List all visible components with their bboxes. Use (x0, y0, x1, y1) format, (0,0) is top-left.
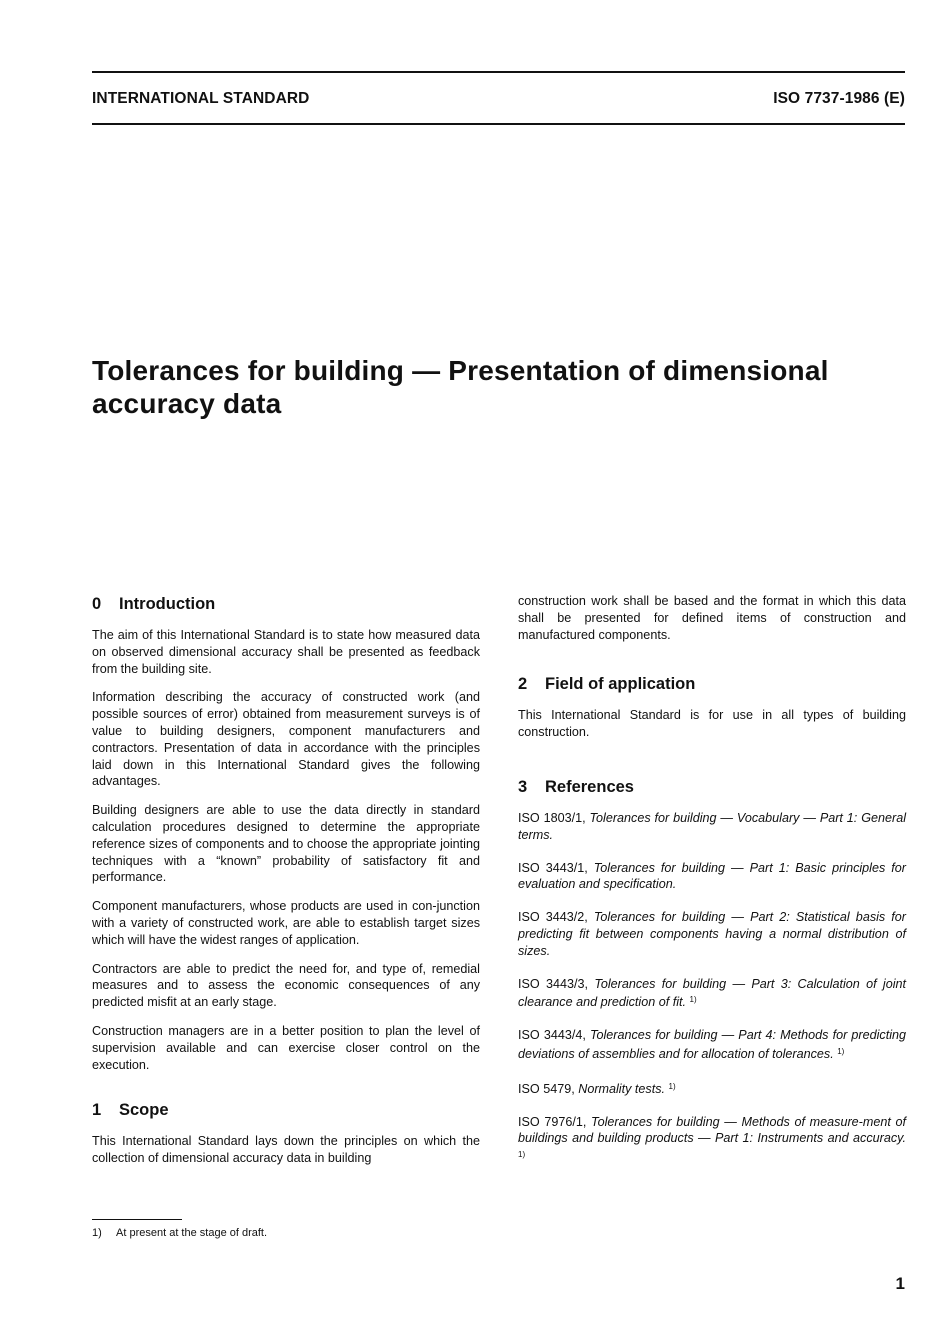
intro-paragraph-2: Information describing the accuracy of constructed work (and possible sources of error) obtained from measurement surveys is of value to building designers, component manufacturers and contractors. Presentation of data in accordance with the principles laid down in this International Standard gives the following advantages. (92, 690, 480, 789)
scope-paragraph-part-2: construction work shall be based and the format in which this data shall be presented for defined items of construction and manufactured components. (518, 594, 906, 642)
footnote-rule (92, 1219, 182, 1220)
reference-item (518, 1114, 906, 1166)
reference-code: ISO 3443/3, (518, 976, 589, 991)
section-number: 1 (92, 1101, 102, 1120)
left-column (92, 594, 480, 1179)
reference-code: ISO 3443/4, (518, 1028, 586, 1043)
reference-code: ISO 3443/2, (518, 910, 588, 925)
footnote-marker: 1) (689, 995, 697, 1005)
reference-item (518, 860, 906, 894)
reference-code: ISO 1803/1, (518, 810, 586, 825)
footnote-marker: 1) (518, 1150, 526, 1160)
section-title: Field of application (545, 675, 696, 694)
intro-paragraph-3: Building designers are able to use the data directly in standard calculation procedures designed to determine the appropriate reference sizes of components and to choose the appropriate jointing techniques with a “known” probability of satisfactory fit and performance. (92, 803, 480, 885)
intro-paragraph-6: Construction managers are in a better position to plan the level of supervision available and can exercise closer control on the execution. (92, 1023, 480, 1072)
footnote-text: At present at the stage of draft. (116, 1227, 268, 1239)
section-number: 2 (518, 675, 528, 694)
reference-title: Tolerances for building — Part 3: Calculation of joint clearance and prediction of fit. (518, 976, 906, 1010)
section-title: Introduction (119, 595, 216, 613)
reference-item (518, 810, 906, 844)
scope-paragraph-part-1: This International Standard lays down the principles on which the collection of dimensional accuracy data in building (92, 1134, 480, 1166)
reference-title: Normality tests. (578, 1081, 665, 1096)
section-heading-scope (92, 1100, 480, 1120)
document-type: INTERNATIONAL STANDARD (92, 90, 310, 107)
header-bottom-rule (92, 123, 905, 125)
right-column (518, 594, 906, 1182)
page-number: 1 (895, 1274, 905, 1293)
title-line-1: Tolerances for building — Presentation of dimensional (92, 355, 829, 386)
reference-code: ISO 3443/1, (518, 860, 588, 875)
intro-paragraph-1: The aim of this International Standard is to state how measured data on observed dimensional accuracy shall be presented as feedback from the building site. (92, 628, 480, 676)
footnote-marker: 1) (668, 1081, 676, 1091)
section-heading-references (518, 777, 906, 797)
section-number: 0 (92, 595, 102, 613)
reference-item (518, 909, 906, 959)
footnote-marker: 1) (837, 1046, 845, 1056)
title-line-2: accuracy data (92, 388, 282, 419)
reference-title: Tolerances for building — Part 2: Statistical basis for predicting fit between components having a normal distribution of sizes. (518, 910, 906, 958)
reference-title: Tolerances for building — Part 1: Basic principles for evaluation and specification. (518, 860, 906, 892)
reference-item (518, 1027, 906, 1063)
section-title: References (545, 777, 634, 796)
reference-item (518, 976, 906, 1012)
page-title (92, 354, 892, 420)
intro-paragraph-4: Component manufacturers, whose products are used in con-junction with a variety of constructed work, are able to establish target sizes which will have the widest ranges of application. (92, 899, 480, 947)
reference-item (518, 1079, 906, 1098)
document-number: ISO 7737-1986 (E) (773, 90, 905, 107)
intro-paragraph-5: Contractors are able to predict the need for, and type of, remedial measures and to assess the economic consequences of any predicted misfit at an early stage. (92, 961, 480, 1010)
reference-code: ISO 5479, (518, 1081, 575, 1096)
footnote (92, 1227, 267, 1239)
section-title: Scope (119, 1101, 169, 1120)
reference-title: Tolerances for building — Part 4: Methods for predicting deviations of assemblies and for allocation of tolerances. (518, 1028, 906, 1061)
section-heading-field (518, 674, 906, 694)
field-paragraph: This International Standard is for use in all types of building construction. (518, 708, 906, 740)
section-heading-introduction (92, 594, 480, 614)
reference-title: Tolerances for building — Methods of measure-ment of buildings and building products — Part 1: Instruments and accuracy. (518, 1114, 907, 1146)
reference-title: Tolerances for building — Vocabulary — Part 1: General terms. (518, 810, 906, 842)
footnote-marker: 1) (92, 1227, 102, 1239)
header-top-rule (92, 71, 905, 73)
section-number: 3 (518, 777, 528, 796)
reference-code: ISO 7976/1, (518, 1114, 587, 1129)
